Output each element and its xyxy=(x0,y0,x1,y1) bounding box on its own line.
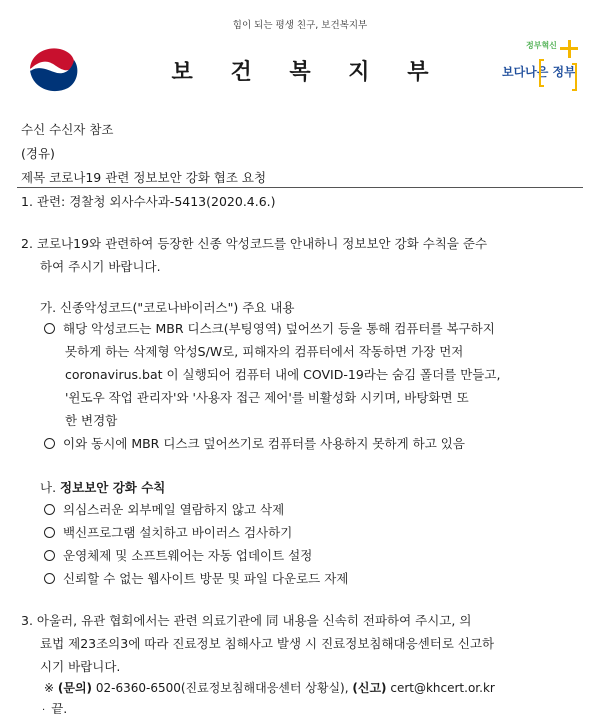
list-item-text: 운영체제 및 소프트웨어는 자동 업데이트 설정 xyxy=(63,548,313,563)
list-item xyxy=(44,571,348,587)
bullet-circle-icon xyxy=(44,550,55,561)
item-2-line-2: 하여 주시기 바랍니다. xyxy=(40,259,161,274)
note-mark: ※ xyxy=(44,681,55,695)
list-item-text: 신뢰할 수 없는 웹사이트 방문 및 파일 다운로드 자제 xyxy=(63,571,349,586)
section-a-bullet-1 xyxy=(44,321,495,337)
item-2-line-1: 2. 코로나19와 관련하여 등장한 신종 악성코드를 안내하니 정보보안 강화 수칙을 준수 xyxy=(21,236,488,251)
innovation-logo-line1: 정부혁신 xyxy=(526,41,557,50)
bullet-1-line-5: 한 변경함 xyxy=(65,413,118,428)
list-item-text: 백신프로그램 설치하고 바이러스 검사하기 xyxy=(63,525,293,540)
innovation-logo-line2: 보다나은 정부 xyxy=(502,65,576,79)
end-mark: · 끝. xyxy=(42,701,68,716)
bullet-circle-icon xyxy=(44,527,55,538)
section-a-bullet-2 xyxy=(44,436,465,452)
section-b-title: 정보보안 강화 수칙 xyxy=(60,480,166,495)
item-1: 1. 관련: 경찰청 외사수사과-5413(2020.4.6.) xyxy=(21,194,276,209)
item-3-line-1: 3. 아울러, 유관 협회에서는 관련 의료기관에 同 내용을 신속히 전파하여 주시고, 의 xyxy=(21,613,472,628)
end-text: 끝. xyxy=(51,701,68,716)
bullet-1-line-3: coronavirus.bat 이 실행되어 컴퓨터 내에 COVID-19라는 숨김 폴더를 만들고, xyxy=(65,367,501,382)
ministry-title: 보 건 복 지 부 xyxy=(171,60,444,85)
government-innovation-logo xyxy=(500,36,580,102)
bullet-circle-icon xyxy=(44,573,55,584)
section-b-prefix: 나. xyxy=(40,480,57,495)
list-item xyxy=(44,525,292,541)
section-a-heading: 가. 신종악성코드("코로나바이러스") 주요 내용 xyxy=(40,300,295,315)
bullet-1-line-1: 해당 악성코드는 MBR 디스크(부팅영역) 덮어쓰기 등을 통해 컴퓨터를 복구하지 xyxy=(63,321,495,336)
bullet-1-line-4: '윈도우 작업 관리자'와 '사용자 접근 제어'를 비활성화 시키며, 바탕화면 또 xyxy=(65,390,469,405)
inquiry-label: (문의) xyxy=(57,681,93,695)
report-email: cert@khcert.or.kr xyxy=(386,681,495,695)
item-3-line-3: 시기 바랍니다. xyxy=(40,659,121,674)
inquiry-phone: 02-6360-6500(진료정보침해대응센터 상황실), xyxy=(92,681,353,695)
bullet-circle-icon xyxy=(44,323,55,334)
subject-divider xyxy=(17,187,583,188)
bullet-1-line-2: 못하게 하는 삭제형 악성S/W로, 피해자의 컴퓨터에서 작동하면 가장 먼저 xyxy=(65,344,464,359)
contact-line xyxy=(44,680,495,696)
report-label: (신고) xyxy=(352,681,387,695)
via-line: (경유) xyxy=(21,146,55,161)
slogan: 힘이 되는 평생 친구, 보건복지부 xyxy=(232,20,368,31)
section-b-heading xyxy=(40,480,165,496)
bullet-circle-icon xyxy=(44,438,55,449)
item-3-line-2: 료법 제23조의3에 따라 진료정보 침해사고 발생 시 진료정보침해대응센터로 신고하 xyxy=(40,636,495,651)
list-item xyxy=(44,502,284,518)
list-item xyxy=(44,548,312,564)
bullet-2-text: 이와 동시에 MBR 디스크 덮어쓰기로 컴퓨터를 사용하지 못하게 하고 있음 xyxy=(63,436,465,451)
list-item-text: 의심스러운 외부메일 열람하지 않고 삭제 xyxy=(63,502,285,517)
subject-line: 제목 코로나19 관련 정보보안 강화 협조 요청 xyxy=(21,170,267,185)
recipient-line: 수신 수신자 참조 xyxy=(21,122,114,137)
bullet-circle-icon xyxy=(44,504,55,515)
